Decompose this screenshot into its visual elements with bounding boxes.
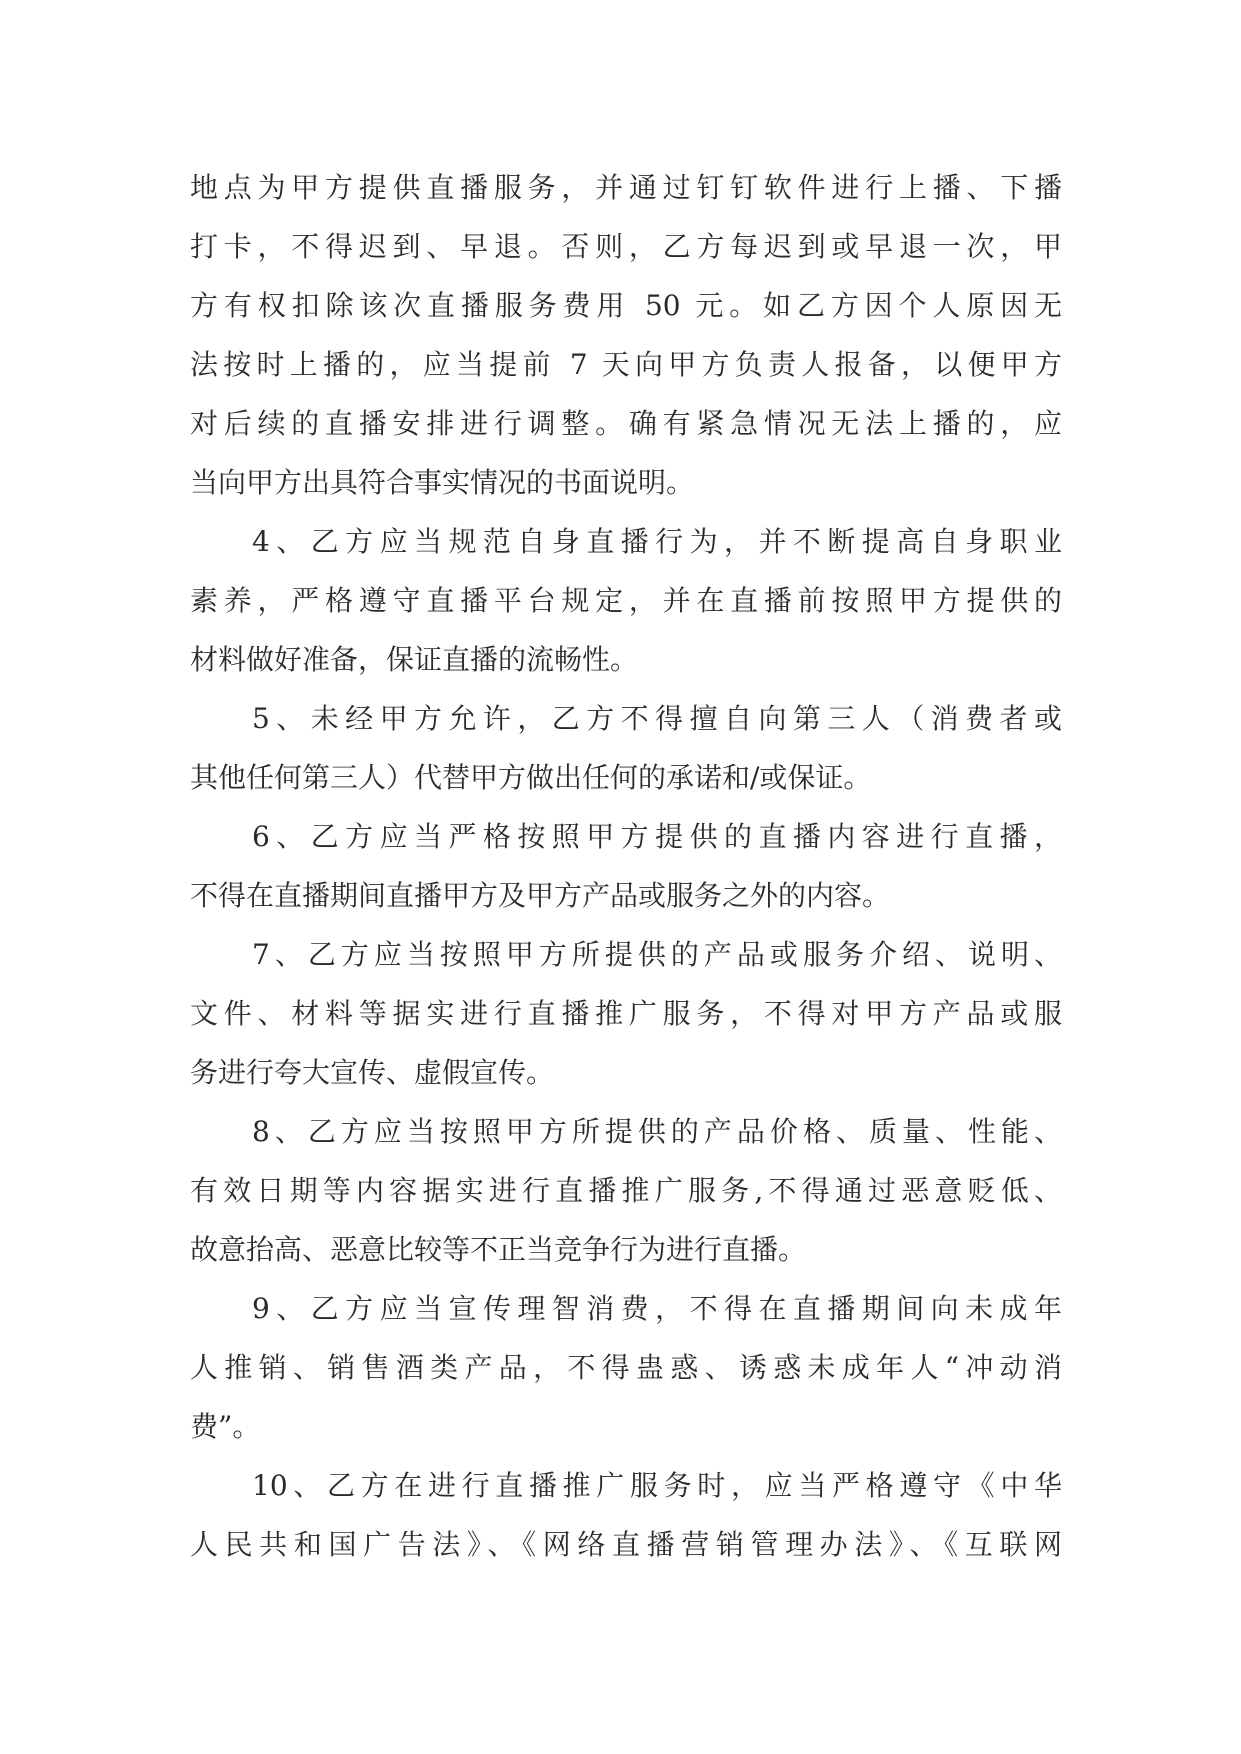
text-line: 素养，严格遵守直播平台规定，并在直播前按照甲方提供的 [190,584,1062,617]
paragraph-clause-6 [190,807,1062,925]
paragraph-clause-7 [190,925,1062,1102]
text-line: 有效日期等内容据实进行直播推广服务,不得通过恶意贬低、 [190,1174,1062,1207]
text-line: 10、乙方在进行直播推广服务时，应当严格遵守《中华 [252,1469,1062,1502]
paragraph-clause-4 [190,512,1062,689]
text-line: 9、乙方应当宣传理智消费，不得在直播期间向未成年 [252,1292,1062,1325]
text-line: 人推销、销售酒类产品，不得蛊惑、诱惑未成年人“冲动消 [190,1351,1062,1384]
text-line: 当向甲方出具符合事实情况的书面说明。 [190,466,695,499]
text-line: 文件、材料等据实进行直播推广服务，不得对甲方产品或服 [190,997,1062,1030]
paragraph-clause-8 [190,1102,1062,1279]
text-line: 法按时上播的，应当提前 7 天向甲方负责人报备，以便甲方 [190,348,1062,381]
text-line: 4、乙方应当规范自身直播行为，并不断提高自身职业 [252,525,1062,558]
paragraph-clause-9 [190,1279,1062,1456]
text-line: 方有权扣除该次直播服务费用 50 元。如乙方因个人原因无 [190,289,1062,322]
text-line: 对后续的直播安排进行调整。确有紧急情况无法上播的，应 [190,407,1062,440]
text-line: 8、乙方应当按照甲方所提供的产品价格、质量、性能、 [252,1115,1062,1148]
text-line: 故意抬高、恶意比较等不正当竞争行为进行直播。 [190,1233,807,1266]
text-line: 费”。 [190,1410,261,1443]
text-line: 材料做好准备，保证直播的流畅性。 [190,643,639,676]
text-line: 人民共和国广告法》、《网络直播营销管理办法》、《互联网 [190,1528,1062,1561]
text-line: 地点为甲方提供直播服务，并通过钉钉软件进行上播、下播 [190,171,1062,204]
text-line: 其他任何第三人）代替甲方做出任何的承诺和/或保证。 [190,761,872,794]
text-line: 务进行夸大宣传、虚假宣传。 [190,1056,555,1089]
document-body [190,158,1062,1574]
paragraph-continued [190,158,1062,512]
text-line: 5、未经甲方允许，乙方不得擅自向第三人（消费者或 [252,702,1062,735]
paragraph-clause-5 [190,689,1062,807]
paragraph-clause-10 [190,1456,1062,1574]
text-line: 6、乙方应当严格按照甲方提供的直播内容进行直播， [252,820,1062,853]
text-line: 不得在直播期间直播甲方及甲方产品或服务之外的内容。 [190,879,891,912]
text-line: 打卡，不得迟到、早退。否则，乙方每迟到或早退一次，甲 [190,230,1062,263]
text-line: 7、乙方应当按照甲方所提供的产品或服务介绍、说明、 [252,938,1062,971]
